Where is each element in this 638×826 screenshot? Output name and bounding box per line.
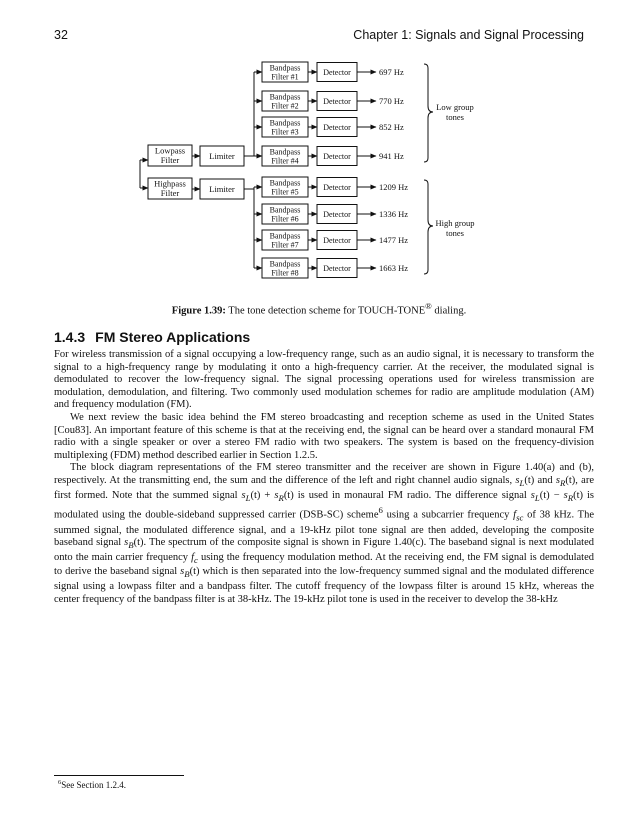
- frequency-label-2: 770 Hz: [379, 96, 404, 106]
- frequency-label-6: 1336 Hz: [379, 209, 409, 219]
- footnote: [58, 779, 126, 790]
- frequency-label-7: 1477 Hz: [379, 235, 409, 245]
- figure-label: Figure 1.39:: [171, 305, 226, 317]
- footnote-text: See Section 1.2.4.: [61, 780, 126, 790]
- bandpass-filter-3-text-0: Bandpass: [269, 118, 301, 128]
- footnote-mark: 6: [58, 779, 62, 786]
- detector-8-text-0: Detector: [323, 263, 351, 273]
- registered-mark: ®: [425, 301, 432, 311]
- frequency-label-5: 1209 Hz: [379, 182, 409, 192]
- paragraph-1: For wireless transmission of a signal occupying a low-frequency range, such as an audio signal, it is necessary to transform the signal to a high-frequency range by modulating it onto a high-frequency carrier. At the receiver, the modulated signal is demodulated to recover the low-frequency signal. The signal processing operations used for wireless transmission are modulation, demodulation, and filtering. Two commonly used modulation schemes for radio are amplitude modulation (AM) and frequency modulation (FM).: [54, 349, 594, 411]
- detector-5-text-0: Detector: [323, 182, 351, 192]
- bandpass-filter-5-text-1: Filter #5: [271, 187, 299, 197]
- low-group-label-line1: Low group: [436, 102, 474, 112]
- chapter-title: Chapter 1: Signals and Signal Processing: [353, 28, 584, 42]
- bandpass-filter-5-text-0: Bandpass: [269, 178, 301, 188]
- caption-text: The tone detection scheme for TOUCH-TONE: [225, 305, 426, 317]
- bandpass-filter-1-text-1: Filter #1: [271, 72, 299, 82]
- frequency-label-3: 852 Hz: [379, 122, 404, 132]
- bandpass-filter-7-text-1: Filter #7: [271, 240, 299, 250]
- bandpass-filter-2-text-1: Filter #2: [271, 101, 299, 111]
- high-group-brace: [424, 180, 433, 274]
- caption-suffix: dialing.: [431, 305, 467, 317]
- lowpass-filter-block-text-0: Lowpass: [154, 145, 186, 156]
- detector-7-text-0: Detector: [323, 235, 351, 245]
- frequency-label-4: 941 Hz: [379, 151, 404, 161]
- bandpass-filter-6-text-1: Filter #6: [271, 214, 299, 224]
- bandpass-filter-7-text-0: Bandpass: [269, 231, 301, 241]
- paragraph-2: We next review the basic idea behind the FM stereo broadcasting and reception scheme as used in the United States [Cou83]. An important feature of this scheme is that at the receiving end, the signal can be heard over a standard monaural FM radio with a single speaker or over a stereo FM radio with two speakers. The system is based on the frequency-division multiplexing (FDM) method described earlier in Section 1.2.5.: [54, 411, 594, 461]
- limiter-block-1-text-0: Limiter: [209, 150, 235, 161]
- high-group-label-line2: tones: [446, 228, 464, 238]
- detector-3-text-0: Detector: [323, 122, 351, 132]
- paragraph-3: The block diagram representations of the FM stereo transmitter and the receiver are shown in Figure 1.40(a) and (b), respectively. At the transmitting end, the sum and the difference of the left and right channel audio signals, $s_L(t)$ and $s_R(t)$, are first formed. Note that the summed signal $s_L(t) + s_R(t)$ is used in monaural FM radio. The difference signal $s_L(t) - s_R(t)$ is modulated using the double-sideband suppressed carrier (DSB-SC) scheme$^6$ using a subcarrier frequency $f_{sc}$ of 38 kHz. The summed signal, the modulated difference signal, and a 19-kHz pilot tone signal are then added, developing the composite baseband signal $s_B(t)$. The spectrum of the composite signal is shown in Figure 1.40(c). The baseband signal is next modulated onto the main carrier frequency $f_c$ using the frequency modulation method. At the receiving end, the FM signal is demodulated to derive the baseband signal $s_B(t)$ which is then separated into the low-frequency summed signal and the modulated difference signal using a lowpass filter and a bandpass filter. The cutoff frequency of the lowpass filter is around 15 kHz, whereas the center frequency of the bandpass filter is at 38-kHz. The 19-kHz pilot tone is used in the receiver to develop the 38-kHz: [54, 462, 595, 605]
- section-title: FM Stereo Applications: [95, 329, 251, 345]
- detector-2-text-0: Detector: [323, 96, 351, 106]
- low-group-label-line2: tones: [446, 112, 464, 122]
- tone-detection-diagram: [0, 0, 638, 300]
- highpass-filter-block-text-1: Filter: [160, 188, 180, 199]
- section-number: 1.4.3: [54, 329, 86, 345]
- bandpass-filter-4-text-0: Bandpass: [269, 147, 301, 157]
- detector-4-text-0: Detector: [323, 151, 351, 161]
- section-heading: [54, 329, 594, 345]
- bandpass-filter-3-text-1: Filter #3: [271, 127, 299, 137]
- high-group-label-line1: High group: [435, 218, 475, 228]
- frequency-label-1: 697 Hz: [379, 67, 404, 77]
- highpass-filter-block-text-0: Highpass: [154, 178, 186, 189]
- detector-1-text-0: Detector: [323, 67, 351, 77]
- lowpass-filter-block-text-1: Filter: [160, 155, 180, 166]
- bandpass-filter-4-text-1: Filter #4: [271, 156, 299, 166]
- body-text: [54, 349, 594, 606]
- page-number: 32: [54, 28, 68, 42]
- footnote-rule: [54, 775, 184, 776]
- bandpass-filter-8-text-1: Filter #8: [271, 268, 299, 278]
- bandpass-filter-1-text-0: Bandpass: [269, 63, 301, 73]
- limiter-block-2-text-0: Limiter: [209, 183, 235, 194]
- low-group-brace: [424, 64, 433, 162]
- detector-6-text-0: Detector: [323, 209, 351, 219]
- footnote-ref: 6: [378, 505, 383, 516]
- bandpass-filter-6-text-0: Bandpass: [269, 205, 301, 215]
- frequency-label-8: 1663 Hz: [379, 263, 409, 273]
- bandpass-filter-8-text-0: Bandpass: [269, 259, 301, 269]
- figure-caption: [60, 301, 578, 317]
- bandpass-filter-2-text-0: Bandpass: [269, 92, 301, 102]
